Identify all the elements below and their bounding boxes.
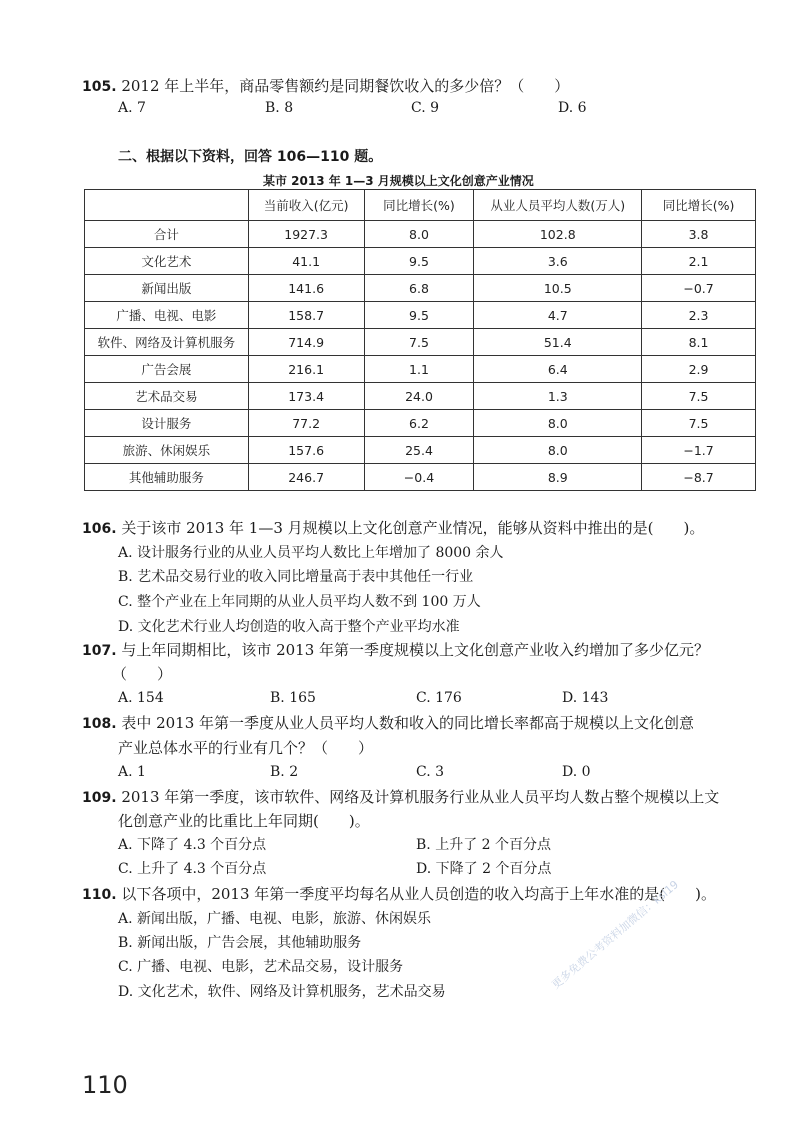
- option-c: C. 176: [416, 690, 462, 706]
- cell: 41.1: [248, 248, 364, 275]
- question-110: [82, 884, 716, 905]
- cell: 1927.3: [248, 221, 364, 248]
- cell: −0.4: [364, 464, 474, 491]
- table-row: [85, 410, 756, 437]
- option-c: C. 9: [411, 100, 440, 116]
- question-text-continued: （ ）: [112, 665, 173, 683]
- option-d: D. 6: [558, 100, 587, 116]
- cell: −1.7: [642, 437, 756, 464]
- option-b: B. 新闻出版，广告会展，其他辅助服务: [118, 935, 362, 951]
- page-number: 110: [82, 1071, 128, 1099]
- table-row: [85, 356, 756, 383]
- table-row: [85, 383, 756, 410]
- row-label: 合计: [85, 221, 249, 248]
- question-text: 表中 2013 年第一季度从业人员平均人数和收入的同比增长率都高于规模以上文化创意: [121, 714, 695, 732]
- row-label: 新闻出版: [85, 275, 249, 302]
- row-label: 广播、电视、电影: [85, 302, 249, 329]
- cell: 173.4: [248, 383, 364, 410]
- question-number: 110.: [82, 887, 117, 903]
- question-109: [82, 787, 719, 808]
- cell: 77.2: [248, 410, 364, 437]
- option-a: A. 7: [118, 100, 146, 116]
- question-106: [82, 518, 704, 539]
- question-text: 2013 年第一季度，该市软件、网络及计算机服务行业从业人员平均人数占整个规模以上文: [121, 788, 720, 806]
- table-row: [85, 248, 756, 275]
- cell: −0.7: [642, 275, 756, 302]
- option-a: A. 设计服务行业的从业人员平均人数比上年增加了 8000 余人: [118, 545, 504, 561]
- option-b: B. 8: [265, 100, 294, 116]
- table-row: [85, 329, 756, 356]
- table-row: [85, 464, 756, 491]
- cell: 3.8: [642, 221, 756, 248]
- option-a: A. 154: [118, 690, 164, 706]
- option-a: A. 下降了 4.3 个百分点: [118, 837, 267, 853]
- option-d: D. 文化艺术行业人均创造的收入高于整个产业平均水准: [118, 619, 460, 635]
- row-label: 艺术品交易: [85, 383, 249, 410]
- option-d: D. 0: [562, 764, 591, 780]
- question-number: 107.: [82, 643, 117, 659]
- cell: 7.5: [642, 383, 756, 410]
- header-cell: 同比增长(%): [642, 190, 756, 221]
- option-b: B. 艺术品交易行业的收入同比增量高于表中其他任一行业: [118, 569, 474, 585]
- option-b: B. 上升了 2 个百分点: [416, 837, 551, 853]
- question-number: 108.: [82, 716, 117, 732]
- question-text: 2012 年上半年，商品零售额约是同期餐饮收入的多少倍？（ ）: [121, 77, 570, 95]
- question-105: [82, 76, 569, 97]
- row-label: 旅游、休闲娱乐: [85, 437, 249, 464]
- table-header-row: [85, 190, 756, 221]
- option-a: A. 新闻出版，广播、电视、电影，旅游、休闲娱乐: [118, 911, 432, 927]
- cell: 216.1: [248, 356, 364, 383]
- row-label: 其他辅助服务: [85, 464, 249, 491]
- section-heading: 二、根据以下资料，回答 106—110 题。: [118, 149, 383, 165]
- cell: 8.0: [364, 221, 474, 248]
- cell: 7.5: [364, 329, 474, 356]
- header-cell: [85, 190, 249, 221]
- option-b: B. 165: [270, 690, 316, 706]
- option-d: D. 下降了 2 个百分点: [416, 861, 552, 877]
- cell: 141.6: [248, 275, 364, 302]
- cell: 3.6: [474, 248, 642, 275]
- option-c: C. 整个产业在上年同期的从业人员平均人数不到 100 万人: [118, 594, 481, 610]
- cell: 6.8: [364, 275, 474, 302]
- cell: 8.9: [474, 464, 642, 491]
- cell: 2.3: [642, 302, 756, 329]
- cell: 7.5: [642, 410, 756, 437]
- option-a: A. 1: [118, 764, 146, 780]
- row-label: 文化艺术: [85, 248, 249, 275]
- option-c: C. 广播、电视、电影，艺术品交易，设计服务: [118, 959, 404, 975]
- question-number: 105.: [82, 79, 117, 95]
- option-d: D. 文化艺术，软件、网络及计算机服务，艺术品交易: [118, 984, 446, 1000]
- cell: 1.1: [364, 356, 474, 383]
- question-text-continued: 产业总体水平的行业有几个？（ ）: [118, 739, 374, 757]
- cell: 51.4: [474, 329, 642, 356]
- cell: 4.7: [474, 302, 642, 329]
- question-text: 关于该市 2013 年 1—3 月规模以上文化创意产业情况，能够从资料中推出的是( )。: [121, 519, 705, 537]
- cell: 157.6: [248, 437, 364, 464]
- row-label: 软件、网络及计算机服务: [85, 329, 249, 356]
- question-text: 与上年同期相比，该市 2013 年第一季度规模以上文化创意产业收入约增加了多少亿元？: [121, 641, 710, 659]
- header-cell: 从业人员平均人数(万人): [474, 190, 642, 221]
- data-table: [84, 189, 756, 491]
- cell: 10.5: [474, 275, 642, 302]
- cell: −8.7: [642, 464, 756, 491]
- watermark: 更多免费公考资料加微信：ksl19: [549, 877, 682, 992]
- cell: 6.2: [364, 410, 474, 437]
- question-107: [82, 640, 709, 661]
- question-number: 106.: [82, 521, 117, 537]
- row-label: 设计服务: [85, 410, 249, 437]
- cell: 9.5: [364, 302, 474, 329]
- cell: 2.9: [642, 356, 756, 383]
- table-row: [85, 437, 756, 464]
- cell: 8.0: [474, 437, 642, 464]
- cell: 25.4: [364, 437, 474, 464]
- cell: 24.0: [364, 383, 474, 410]
- table-row: [85, 302, 756, 329]
- cell: 714.9: [248, 329, 364, 356]
- table-caption: 某市 2013 年 1—3 月规模以上文化创意产业情况: [263, 174, 534, 188]
- cell: 8.1: [642, 329, 756, 356]
- header-cell: 当前收入(亿元): [248, 190, 364, 221]
- cell: 9.5: [364, 248, 474, 275]
- cell: 102.8: [474, 221, 642, 248]
- option-c: C. 上升了 4.3 个百分点: [118, 861, 267, 877]
- cell: 1.3: [474, 383, 642, 410]
- cell: 6.4: [474, 356, 642, 383]
- question-108: [82, 713, 694, 734]
- question-text-continued: 化创意产业的比重比上年同期( )。: [118, 812, 370, 830]
- question-text: 以下各项中，2013 年第一季度平均每名从业人员创造的收入均高于上年水准的是( )。: [121, 885, 716, 903]
- cell: 246.7: [248, 464, 364, 491]
- row-label: 广告会展: [85, 356, 249, 383]
- header-cell: 同比增长(%): [364, 190, 474, 221]
- cell: 2.1: [642, 248, 756, 275]
- table-row: [85, 275, 756, 302]
- cell: 158.7: [248, 302, 364, 329]
- table-row: [85, 221, 756, 248]
- option-d: D. 143: [562, 690, 609, 706]
- cell: 8.0: [474, 410, 642, 437]
- option-b: B. 2: [270, 764, 299, 780]
- question-number: 109.: [82, 790, 117, 806]
- option-c: C. 3: [416, 764, 445, 780]
